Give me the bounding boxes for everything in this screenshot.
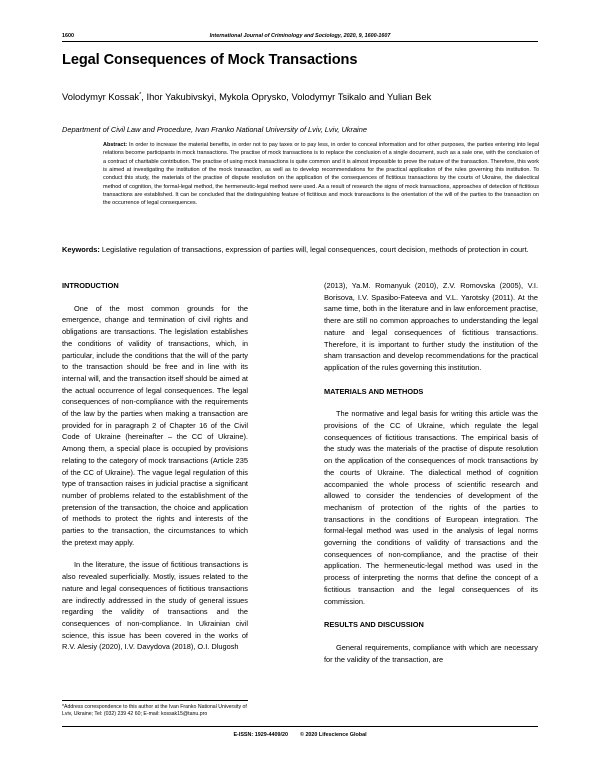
footer-rule [62, 726, 538, 727]
introduction-continued: (2013), Ya.M. Romanyuk (2010), Z.V. Romovska (2005), V.I. Borisova, I.V. Spasibo-Fateeva and V.L. Yarotsky (2011). At the same time, both in the literature and in law enforcement practise, there are still no common approaches to understanding the legal nature and legal consequences of fictitious transactions. Therefore, it is important to further study the institution of the sham transaction and develop recommendations for the practical application of the rules governing this institution. [324, 281, 538, 372]
methods-paragraph: The normative and legal basis for writing this article was the provisions of the CC of Ukraine, which regulate the legal consequences of fictitious transactions. The empirical basis of the study was the materials of the practise of dispute resolution on the application of the consequences of mock transactions by the courts of Ukraine. The dialectical method of cognition accompanied the whole process of scientific research and allowed to consider the tendencies of development of the mechanism of protection of the rights of the parties to transactions in the conditions of European integration. The formal-legal method was used in the analysis of legal norms governing the conditions of validity of transactions and the consequences of non-compliance, and the practise of their application. The hermeneutic-legal method was used in the process of interpreting the norms that define the concept of a fictitious transaction and the legal consequences of its commission. [324, 409, 538, 606]
article-title: Legal Consequences of Mock Transactions [62, 52, 358, 68]
methods-heading: MATERIALS AND METHODS [324, 386, 424, 396]
co-authors: , Ihor Yakubivskyi, Mykola Oprysko, Volodymyr Tsikalo and Yulian Bek [141, 91, 432, 102]
introduction-heading: INTRODUCTION [62, 281, 119, 290]
left-column [62, 280, 248, 653]
introduction-paragraph-1: One of the most common grounds for the emergence, change and termination of civil rights and obligations are transactions. The legislation establishes the conditions of validity of transactions, which, in particular, include the conditions that the will of the party to the transaction should be free and in line with its internal will, and the transaction itself should be aimed at the actual occurrence of legal consequences. The legal consequences of non-compliance with the requirements of the law by the parties when making a transaction are provided for in paragraph 2 of Chapter 16 of the Civil Code of Ukraine (hereinafter – the CC of Ukraine). Among them, a special place is occupied by provisions relating to the category of mock transactions (Article 235 of the CC of Ukraine). The vague legal regulation of this type of transaction raises in judicial practise a significant number of problems related to the establishment of the pretension of the transaction, the choice and application of methods to protect the rights and interests of the parties to the transaction, the circumstances to which the pretext may apply. [62, 303, 248, 547]
affiliation: Department of Civil Law and Procedure, Ivan Franko National University of Lviv, Lviv, Ukraine [62, 125, 367, 134]
copyright: © 2020 Lifescience Global [299, 732, 367, 738]
abstract [103, 141, 539, 208]
right-column [324, 280, 538, 665]
results-heading: RESULTS AND DISCUSSION [324, 620, 424, 630]
footnote-rule [62, 700, 248, 701]
page-number: 1600 [62, 33, 74, 39]
corresponding-author: Volodymyr Kossak [62, 91, 140, 102]
keywords-label: Keywords: [62, 245, 100, 254]
journal-citation: International Journal of Criminology and Sociology, 2020, 9, 1600-1607 [209, 33, 391, 39]
keywords-text: Legislative regulation of transactions, expression of parties will, legal consequences, court decision, methods of protection in court. [101, 245, 529, 254]
results-paragraph: General requirements, compliance with which are necessary for the validity of the transaction, are [324, 642, 538, 664]
introduction-paragraph-2: In the literature, the issue of fictitious transactions is also revealed superficially. Mostly, issues related to the nature and legal consequences of fictitious transactions are indirectly addressed in the study of general issues regarding the validity of transactions and the consequences of non-compliance. In Ukrainian civil science, this issue has been covered in the works of R.V. Alesiy (2020), I.V. Davydova (2018), O.I. Dlugosh [62, 560, 248, 652]
issn: E-ISSN: 1929-4409/20 [233, 732, 288, 738]
header-rule [62, 41, 538, 42]
footer-text [62, 732, 538, 738]
abstract-text: In order to increase the material benefits, in order not to pay taxes or to pay less, in order to conceal information and for other purposes, the parties entering into legal relations become participants in mock transactions. The practise of mock transactions is to replace the conclusion of a single document, such as a sale one, with the conclusion of a contract of charitable contribution. The practise of using mock transactions is quite common and it is almost impossible to prove the nature of the transaction. Therefore, this work is aimed at investigating the institution of the mock transaction, as well as to develop recommendations for the practical application of the rules governing this institution. To conduct this study, the materials of the practise of dispute resolution on the application of the consequences of fictitious transactions by the courts of Ukraine, the dialectical method of cognition, the formal-legal method, the hermeneutic-legal method were used. As a result of research the signs of mock transactions, approaches of detection of fictitious transactions are established. It can be concluded that the distinguishing feature of fictitious and mock transactions is the orientation of the will of the parties to the transaction on the occurrence of legal consequences. [103, 142, 540, 207]
author-list [62, 91, 431, 102]
abstract-label: Abstract: [103, 142, 128, 148]
corresponding-mark: * [139, 91, 142, 98]
keywords [62, 244, 538, 255]
footnote: *Address correspondence to this author at the Ivan Franko National University of Lviv, Ukraine; Tel: (032) 239 42 60; E-mail: kossak15@tanu.pro [62, 704, 247, 718]
